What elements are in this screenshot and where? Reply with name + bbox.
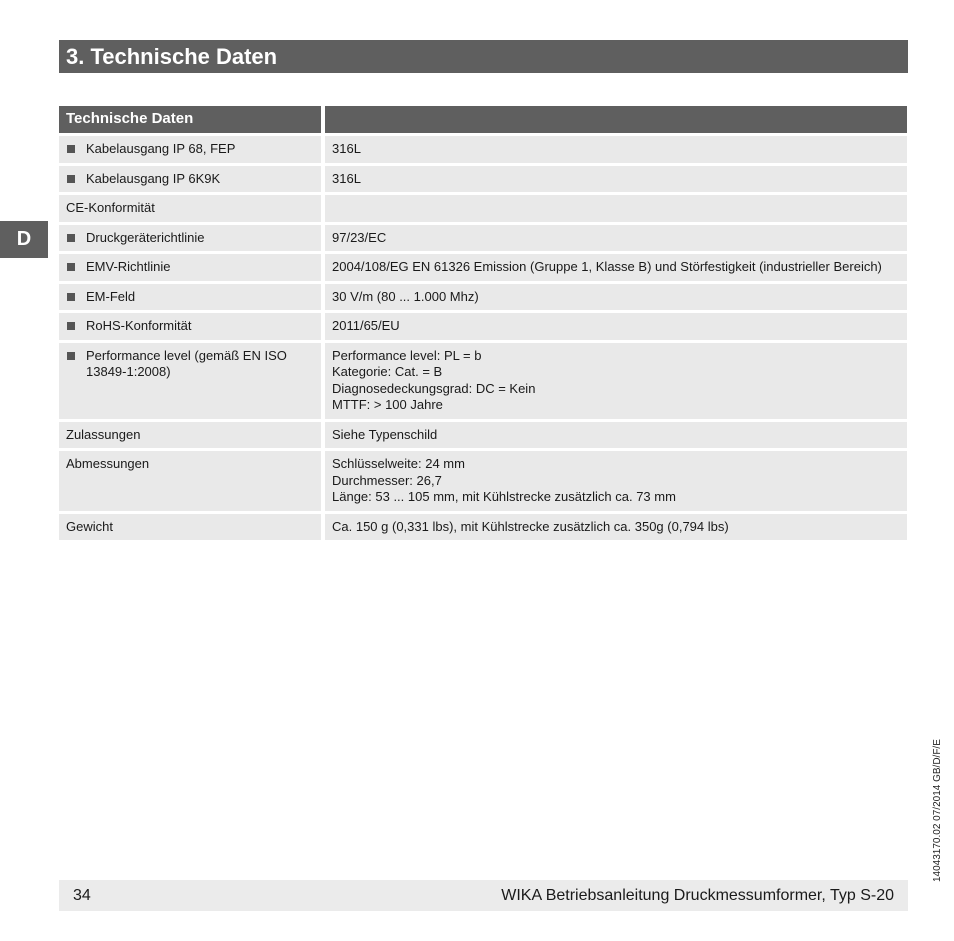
row-label-cell: [59, 136, 321, 163]
table-row: [59, 284, 907, 311]
row-label: Abmessungen: [66, 456, 150, 471]
row-label: CE-Konformität: [66, 200, 155, 215]
row-value-cell: [325, 195, 907, 222]
row-label: Gewicht: [66, 518, 113, 534]
table-row: [59, 254, 907, 281]
square-bullet-icon: [67, 234, 75, 242]
row-value: 30 V/m (80 ... 1.000 Mhz): [332, 288, 479, 304]
square-bullet-icon: [67, 293, 75, 301]
table-header-label: Technische Daten: [59, 106, 321, 133]
row-label-cell: [59, 451, 321, 511]
technical-data-table: [59, 103, 907, 543]
row-value: 97/23/EC: [332, 229, 387, 245]
footer-title: WIKA Betriebsanleitung Druckmessumformer, Typ S-20: [501, 887, 894, 904]
row-label-cell: [59, 514, 321, 541]
row-value-cell: [325, 225, 907, 252]
row-label: EM-Feld: [86, 288, 136, 304]
row-value-cell: [325, 254, 907, 281]
row-value-cell: [325, 284, 907, 311]
row-value-cell: [325, 514, 907, 541]
square-bullet-icon: [67, 352, 75, 360]
row-value-line: MTTF: > 100 Jahre: [332, 397, 443, 412]
table-row: [59, 195, 907, 222]
row-value-cell: [325, 166, 907, 193]
table-row: [59, 422, 907, 449]
page-number: 34: [73, 887, 91, 904]
row-value: 316L: [332, 170, 361, 186]
table-row: [59, 313, 907, 340]
row-value-line: Schlüsselweite: 24 mm: [332, 456, 465, 471]
row-value: 316L: [332, 141, 361, 156]
row-label: Kabelausgang IP 68, FEP: [86, 141, 236, 156]
row-value-cell: [325, 343, 907, 419]
row-value: 2004/108/EG EN 61326 Emission (Gruppe 1, Klasse B) und Störfestigkeit (industrieller Bereich): [332, 259, 882, 274]
row-value-line: Länge: 53 ... 105 mm, mit Kühlstrecke zusätzlich ca. 73 mm: [332, 489, 676, 504]
square-bullet-icon: [67, 175, 75, 183]
row-value: Siehe Typenschild: [332, 426, 438, 442]
section-title: 3. Technische Daten: [59, 40, 908, 73]
row-label: Kabelausgang IP 6K9K: [86, 170, 221, 186]
row-value: Ca. 150 g (0,331 lbs), mit Kühlstrecke zusätzlich ca. 350g (0,794 lbs): [332, 518, 729, 534]
row-label-cell: [59, 195, 321, 222]
table-row: [59, 166, 907, 193]
table-row: [59, 514, 907, 541]
row-label: Druckgeräterichtlinie: [86, 229, 205, 245]
row-value-line: Durchmesser: 26,7: [332, 472, 442, 488]
row-value-line: Diagnosedeckungsgrad: DC = Kein: [332, 380, 536, 396]
row-label-cell: [59, 284, 321, 311]
document-code: 14043170.02 07/2014 GB/D/F/E: [932, 739, 943, 882]
table-row: [59, 451, 907, 511]
row-label: EMV-Richtlinie: [86, 259, 171, 274]
row-value-cell: [325, 313, 907, 340]
row-label: Performance level (gemäß EN ISO 13849-1:2008): [86, 347, 287, 379]
row-value: 2011/65/EU: [332, 318, 400, 333]
row-label-cell: [59, 313, 321, 340]
square-bullet-icon: [67, 145, 75, 153]
row-label-cell: [59, 225, 321, 252]
table-header-value: [325, 106, 907, 133]
table-row: [59, 136, 907, 163]
square-bullet-icon: [67, 263, 75, 271]
row-value-cell: [325, 451, 907, 511]
square-bullet-icon: [67, 322, 75, 330]
table-header-row: [59, 106, 907, 133]
row-value-cell: [325, 422, 907, 449]
row-label-cell: [59, 422, 321, 449]
table-row: [59, 343, 907, 419]
row-value-cell: [325, 136, 907, 163]
row-label-cell: [59, 166, 321, 193]
row-label-cell: [59, 343, 321, 419]
row-label: Zulassungen: [66, 426, 141, 442]
row-label: RoHS-Konformität: [86, 318, 192, 333]
page-footer: [59, 880, 908, 911]
language-tab: D: [0, 221, 48, 258]
row-label-cell: [59, 254, 321, 281]
table-row: [59, 225, 907, 252]
row-value-line: Performance level: PL = b: [332, 347, 482, 363]
row-value-line: Kategorie: Cat. = B: [332, 364, 443, 379]
